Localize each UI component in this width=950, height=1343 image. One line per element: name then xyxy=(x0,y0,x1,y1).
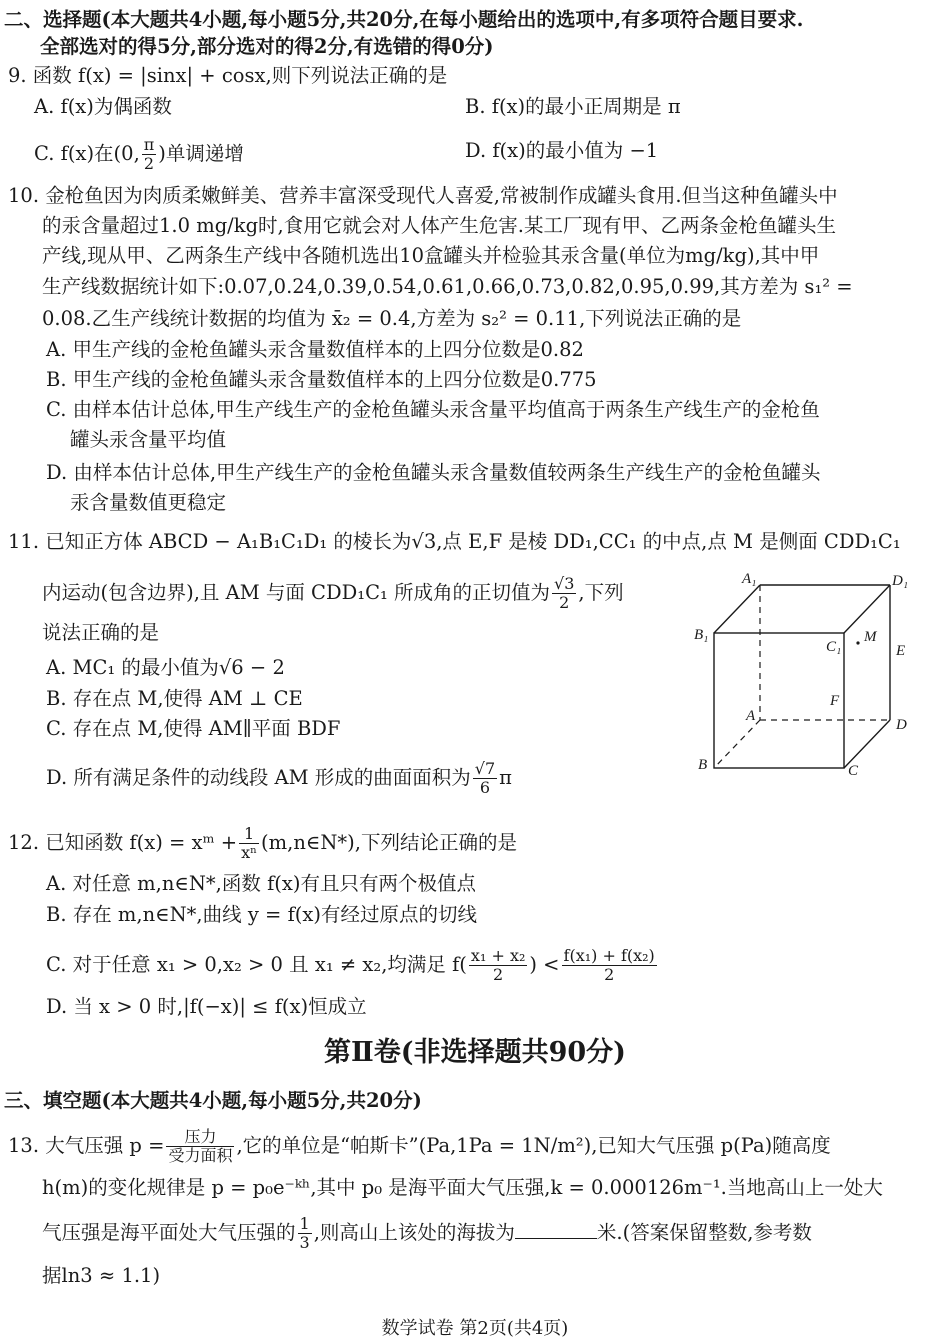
q11-option-d-pre: D. 所有满足条件的动线段 AM 形成的曲面面积为 xyxy=(46,766,471,789)
q10-option-b: B. 甲生产线的金枪鱼罐头汞含量数值样本的上四分位数是0.775 xyxy=(46,368,597,391)
q9-frac-denominator: 2 xyxy=(143,154,155,173)
q12-stem-pre: 12. 已知函数 f(x) = xᵐ + xyxy=(8,831,238,854)
q9-option-b: B. f(x)的最小正周期是 π xyxy=(465,95,681,118)
q10-line1: 10. 金枪鱼因为肉质柔嫩鲜美、营养丰富深受现代人喜爱,常被制作成罐头食用.但当这种鱼罐头中 xyxy=(8,184,838,207)
part2-title: 第Ⅱ卷(非选择题共90分) xyxy=(324,1037,626,1068)
q10-option-a: A. 甲生产线的金枪鱼罐头汞含量数值样本的上四分位数是0.82 xyxy=(46,338,584,361)
q9-option-c xyxy=(34,136,244,173)
q9-option-c-frac xyxy=(142,136,157,173)
q9-frac-numerator: π xyxy=(143,135,155,154)
q12-option-a: A. 对任意 m,n∈N*,函数 f(x)有且只有两个极值点 xyxy=(46,872,476,895)
cube-diagram xyxy=(690,565,920,785)
q12-stem xyxy=(8,825,517,862)
q9-option-d: D. f(x)的最小值为 −1 xyxy=(465,139,659,162)
section2-header-line2: 全部选对的得5分,部分选对的得2分,有选错的得0分) xyxy=(40,35,494,58)
q11-option-a: A. MC₁ 的最小值为√6 − 2 xyxy=(46,656,285,679)
section3-header: 三、填空题(本大题共4小题,每小题5分,共20分) xyxy=(4,1089,422,1112)
q13-line2: h(m)的变化规律是 p = p₀e⁻ᵏʰ,其中 p₀ 是海平面大气压强,k = 0.000126m⁻¹.当地高山上一处大 xyxy=(42,1176,883,1199)
q12-frac2-denominator: 2 xyxy=(604,965,615,984)
q9-option-a: A. f(x)为偶函数 xyxy=(34,95,172,118)
q12-option-c-pre: C. 对于任意 x₁ > 0,x₂ > 0 且 x₁ ≠ x₂,均满足 f( xyxy=(46,953,467,976)
q13-frac-numerator: 压力 xyxy=(166,1128,234,1147)
q10-option-d-line1: D. 由样本估计总体,甲生产线生产的金枪鱼罐头汞含量数值较两条生产线生产的金枪鱼罐头 xyxy=(46,461,821,484)
q11-line1: 11. 已知正方体 ABCD − A₁B₁C₁D₁ 的棱长为√3,点 E,F 是棱 DD₁,CC₁ 的中点,点 M 是侧面 CDD₁C₁ xyxy=(8,530,901,553)
q10-line2: 的汞含量超过1.0 mg/kg时,食用它就会对人体产生危害.某工厂现有甲、乙两条金枪鱼罐头生 xyxy=(42,214,836,237)
q12-frac-denominator: xⁿ xyxy=(241,843,258,862)
edge-c1d1 xyxy=(844,585,890,633)
label-b: B xyxy=(698,757,708,773)
q12-option-d: D. 当 x > 0 时,|f(−x)| ≤ f(x)恒成立 xyxy=(46,995,367,1018)
q11-area-numerator: √7 xyxy=(474,759,496,778)
q13-pressure-frac xyxy=(166,1128,234,1165)
q9-stem: 9. 函数 f(x) = |sinx| + cosx,则下列说法正确的是 xyxy=(8,64,448,87)
q12-option-c-frac2 xyxy=(562,947,657,984)
q12-option-c-mid: ) < xyxy=(529,953,560,976)
q13-third-frac xyxy=(298,1215,312,1252)
q13-frac-denominator: 受力面积 xyxy=(168,1146,233,1165)
q12-frac-numerator: 1 xyxy=(239,825,259,844)
point-m-marker xyxy=(856,641,859,644)
q11-option-d xyxy=(46,760,512,797)
q12-frac1-numerator: x₁ + x₂ xyxy=(470,946,526,965)
label-d1: D₁ xyxy=(892,573,909,589)
hidden-edge-ab xyxy=(714,720,760,768)
q13-line4: 据ln3 ≈ 1.1) xyxy=(42,1264,161,1287)
q13-line1-post: ,它的单位是“帕斯卡”(Pa,1Pa = 1N/m²),已知大气压强 p(Pa)随高度 xyxy=(236,1134,831,1157)
q13-line1 xyxy=(8,1128,831,1165)
label-m: M xyxy=(864,629,877,645)
label-a: A xyxy=(746,708,756,724)
q12-frac2-numerator: f(x₁) + f(x₂) xyxy=(563,946,655,965)
edge-cd xyxy=(844,720,890,768)
q12-option-c xyxy=(46,947,659,984)
q13-line3 xyxy=(42,1215,812,1252)
q11-tangent-frac xyxy=(552,575,576,612)
q13-line1-pre: 13. 大气压强 p = xyxy=(8,1134,165,1157)
q11-line3: 说法正确的是 xyxy=(42,621,160,644)
label-a1: A₁ xyxy=(742,571,757,587)
q11-line2-pre: 内运动(包含边界),且 AM 与面 CDD₁C₁ 所成角的正切值为 xyxy=(42,581,551,604)
q11-area-denominator: 6 xyxy=(479,778,491,797)
label-e: E xyxy=(896,643,906,659)
q12-stem-post: (m,n∈N*),下列结论正确的是 xyxy=(261,831,517,854)
q11-option-d-post: π xyxy=(499,766,512,789)
q12-option-c-frac1 xyxy=(469,947,527,984)
q12-frac1-denominator: 2 xyxy=(493,965,504,984)
q13-line3-post: 米.(答案保留整数,参考数 xyxy=(596,1221,812,1244)
label-c1: C₁ xyxy=(826,639,842,655)
edge-b1a1 xyxy=(714,585,760,633)
label-c: C xyxy=(848,763,859,779)
q11-frac-denominator: 2 xyxy=(559,593,570,612)
q10-line4: 生产线数据统计如下:0.07,0.24,0.39,0.54,0.61,0.66,0.73,0.82,0.95,0.99,其方差为 s₁² = xyxy=(42,275,853,298)
label-b1: B₁ xyxy=(694,627,709,643)
q13-third-denominator: 3 xyxy=(299,1233,310,1252)
q9-option-c-pre: C. f(x)在(0, xyxy=(34,142,140,165)
q11-frac-numerator: √3 xyxy=(554,574,575,593)
label-f: F xyxy=(830,693,840,709)
q9-option-c-post: )单调递增 xyxy=(158,142,244,165)
q11-option-b: B. 存在点 M,使得 AM ⊥ CE xyxy=(46,687,303,710)
answer-blank[interactable] xyxy=(515,1220,597,1239)
q11-line2 xyxy=(42,575,624,612)
q13-third-numerator: 1 xyxy=(299,1214,310,1233)
q10-option-d-line2: 汞含量数值更稳定 xyxy=(70,491,227,514)
q12-option-b: B. 存在 m,n∈N*,曲线 y = f(x)有经过原点的切线 xyxy=(46,903,477,926)
q12-stem-frac xyxy=(239,825,259,862)
q11-area-frac xyxy=(473,760,497,797)
q11-line2-post: ,下列 xyxy=(578,581,624,604)
q10-option-c-line1: C. 由样本估计总体,甲生产线生产的金枪鱼罐头汞含量平均值高于两条生产线生产的金枪鱼 xyxy=(46,398,820,421)
q13-line3-mid: ,则高山上该处的海拔为 xyxy=(313,1221,515,1244)
q10-line3: 产线,现从甲、乙两条生产线中各随机选出10盒罐头并检验其汞含量(单位为mg/kg),其中甲 xyxy=(42,244,820,267)
section2-header-line1: 二、选择题(本大题共4小题,每小题5分,共20分,在每小题给出的选项中,有多项符合题目要求. xyxy=(4,8,804,31)
q10-option-c-line2: 罐头汞含量平均值 xyxy=(70,428,227,451)
q10-line5: 0.08.乙生产线统计数据的均值为 x̄₂ = 0.4,方差为 s₂² = 0.11,下列说法正确的是 xyxy=(42,307,742,330)
q13-line3-pre: 气压强是海平面处大气压强的 xyxy=(42,1221,296,1244)
page-footer: 数学试卷 第2页(共4页) xyxy=(381,1318,569,1339)
label-d: D xyxy=(896,717,907,733)
q11-option-c: C. 存在点 M,使得 AM∥平面 BDF xyxy=(46,717,341,740)
